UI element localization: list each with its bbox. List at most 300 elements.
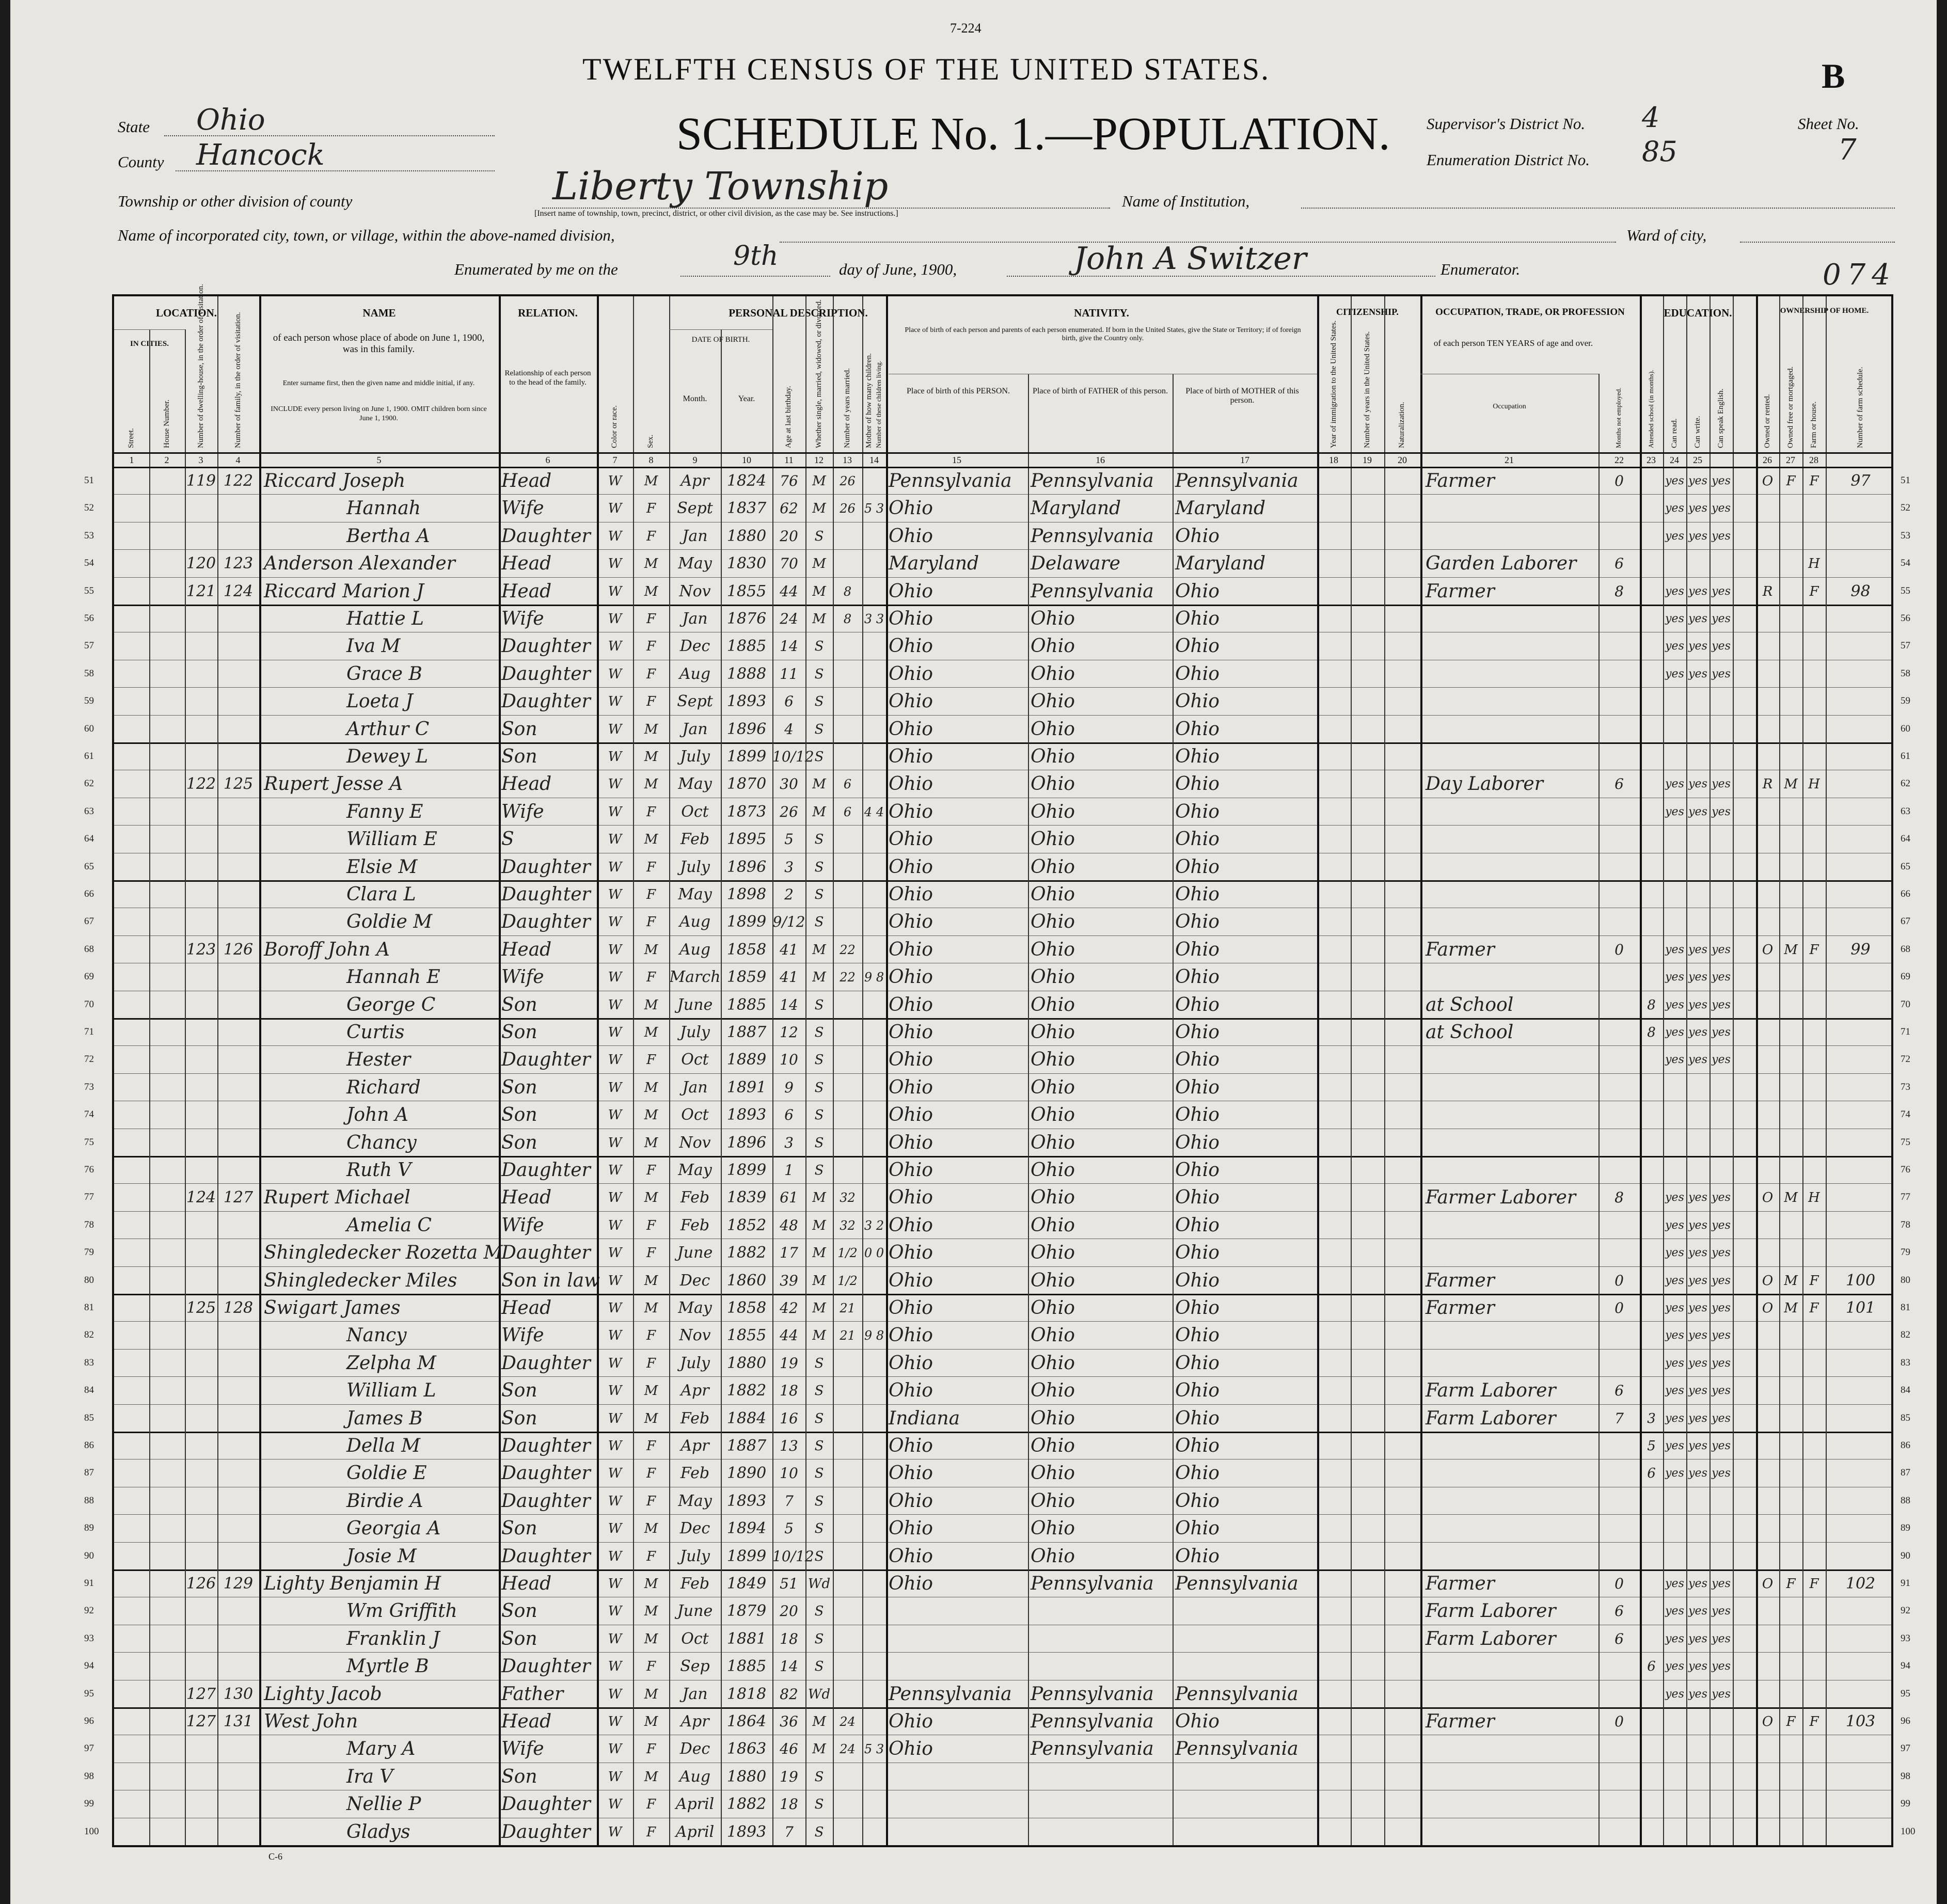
column-rule (1733, 296, 1734, 1845)
cell-owned: O (1762, 1300, 1774, 1316)
cell-speak: yes (1712, 1467, 1731, 1480)
cell-name: Hannah (346, 498, 421, 519)
cell-speak: yes (1712, 1384, 1731, 1398)
line-number-right: 59 (1901, 695, 1910, 707)
cell-married: 32 (840, 1191, 856, 1205)
header-immigration: Year of immigration to the United States. (1329, 320, 1338, 448)
cell-birth: Indiana (889, 1407, 960, 1429)
line-number: 52 (84, 502, 94, 514)
cell-write: yes (1688, 1274, 1707, 1287)
supervisor-value: 4 (1642, 101, 1660, 134)
day-of-label: day of June, 1900, (839, 260, 957, 278)
cell-birth: Ohio (889, 1049, 933, 1071)
header-marital: Whether single, married, widowed, or divorced. (814, 299, 823, 448)
cell-marital: S (814, 1135, 824, 1151)
cell-color: W (608, 832, 622, 848)
line-number: 60 (84, 723, 94, 734)
cell-age: 82 (780, 1685, 798, 1703)
cell-month: Dec (679, 1271, 710, 1290)
line-number-right: 53 (1901, 530, 1910, 541)
cell-mother-birth: Ohio (1175, 911, 1220, 933)
cell-color: W (608, 914, 622, 930)
cell-dwelling: 126 (186, 1575, 216, 1593)
cell-speak: yes (1712, 1053, 1731, 1067)
cell-age: 18 (780, 1382, 798, 1400)
cell-month: May (678, 885, 712, 903)
cell-mother-birth: Ohio (1175, 663, 1220, 685)
cell-dwelling: 127 (186, 1712, 216, 1731)
cell-write: yes (1688, 1687, 1707, 1701)
cell-write: yes (1688, 667, 1707, 680)
cell-read: yes (1665, 1053, 1684, 1067)
cell-speak: yes (1712, 805, 1731, 818)
table-row (114, 1376, 1891, 1404)
cell-father: Ohio (1031, 1022, 1075, 1043)
cell-sex: F (646, 1659, 656, 1675)
cell-age: 14 (780, 1658, 798, 1675)
line-number: 59 (84, 695, 94, 707)
table-row (114, 1514, 1891, 1542)
table-row (114, 963, 1891, 990)
cell-mother-birth: Ohio (1175, 884, 1220, 905)
cell-name: Curtis (346, 1022, 405, 1043)
cell-color: W (608, 1107, 622, 1123)
header-can-speak: Can speak English. (1716, 388, 1725, 448)
cell-age: 7 (784, 1492, 794, 1510)
cell-year: 1882 (726, 1382, 767, 1400)
cell-relation: Daughter (501, 884, 591, 905)
cell-mother-birth: Ohio (1175, 1711, 1220, 1732)
cell-free: F (1786, 1714, 1796, 1730)
cell-year: 1899 (726, 748, 767, 766)
table-row (114, 1156, 1891, 1183)
cell-read: yes (1665, 474, 1684, 487)
cell-speak: yes (1712, 612, 1731, 625)
header-can-write: Can write. (1693, 416, 1702, 448)
cell-marital: S (814, 1769, 824, 1785)
cell-farm: F (1809, 1576, 1819, 1592)
cell-age: 61 (780, 1189, 798, 1207)
cell-marital: S (814, 749, 824, 765)
header-owned-free: Owned free or mortgaged. (1786, 366, 1795, 448)
cell-age: 30 (780, 775, 798, 793)
line-number: 71 (84, 1026, 94, 1037)
cell-father: Pennsylvania (1031, 580, 1154, 602)
column-rule (772, 296, 773, 1845)
cell-sex: M (644, 997, 658, 1013)
cell-month: Feb (680, 1216, 710, 1234)
column-number: 21 (1505, 455, 1514, 465)
cell-sex: F (646, 859, 656, 875)
line-number: 66 (84, 888, 94, 899)
cell-married: 6 (843, 777, 852, 792)
cell-color: W (608, 1631, 622, 1647)
line-number: 96 (84, 1716, 94, 1726)
county-value: Hancock (196, 138, 325, 172)
cell-age: 20 (780, 527, 798, 545)
cell-write: yes (1688, 1660, 1707, 1673)
cell-sex: M (644, 1631, 658, 1647)
cell-name: Lighty Benjamin H (264, 1573, 441, 1594)
cell-unemployed: 6 (1614, 1602, 1624, 1620)
cell-occupation: Farmer (1426, 1711, 1495, 1732)
line-number: 90 (84, 1550, 94, 1561)
line-number-right: 80 (1901, 1274, 1910, 1286)
cell-school: 3 (1647, 1410, 1656, 1426)
cell-farm: H (1808, 556, 1820, 572)
cell-age: 10 (780, 1051, 798, 1069)
group-location: LOCATION. (155, 307, 217, 319)
cell-month: Aug (679, 1767, 711, 1786)
cell-sex: F (646, 914, 656, 930)
cell-marital: M (812, 1300, 826, 1316)
column-number: 14 (869, 455, 879, 465)
line-number-right: 64 (1901, 833, 1910, 845)
cell-name: Elsie M (346, 856, 418, 878)
cell-relation: Daughter (501, 525, 591, 547)
cell-age: 4 (784, 720, 794, 738)
line-number: 56 (84, 613, 94, 624)
date-of-birth-header: DATE OF BIRTH. (691, 336, 750, 344)
table-row (114, 1763, 1891, 1790)
column-number: 19 (1363, 455, 1372, 465)
cell-year: 1893 (726, 1106, 767, 1124)
cell-write: yes (1688, 1467, 1707, 1480)
column-number: 8 (648, 455, 654, 465)
column-number: 9 (692, 455, 698, 465)
cell-marital: S (814, 1163, 824, 1178)
cell-father: Delaware (1031, 553, 1120, 575)
cell-sex: F (646, 887, 656, 902)
cell-color: W (608, 1769, 622, 1785)
header-attended-school: Attended school (in months). (1647, 370, 1655, 448)
cell-marital: Wd (808, 1576, 831, 1592)
cell-sex: M (644, 1604, 658, 1620)
cell-birth: Ohio (889, 1352, 933, 1374)
cell-read: yes (1665, 1660, 1684, 1673)
cell-birth: Ohio (889, 1738, 933, 1760)
table-row (114, 1735, 1891, 1762)
cell-sex: M (644, 1686, 658, 1702)
cell-mother: 3 (864, 1218, 873, 1233)
column-number: 13 (843, 455, 852, 465)
cell-relation: Daughter (501, 663, 591, 685)
cell-read: yes (1665, 943, 1684, 956)
column-rule (1317, 296, 1319, 1845)
cell-color: W (608, 1741, 622, 1757)
cell-age: 17 (780, 1244, 798, 1262)
cell-free: M (1784, 942, 1798, 958)
cell-occupation: Farmer (1426, 939, 1495, 960)
cell-family: 131 (223, 1712, 254, 1731)
cell-read: yes (1665, 1632, 1684, 1645)
cell-birth: Ohio (889, 1490, 933, 1512)
cell-month: April (675, 1795, 715, 1814)
cell-mother-birth: Ohio (1175, 994, 1220, 1016)
cell-year: 1882 (726, 1244, 767, 1262)
cell-age: 10/12 (772, 1547, 814, 1565)
schedule-title: SCHEDULE No. 1.—POPULATION. (676, 108, 1390, 160)
cell-read: yes (1665, 1605, 1684, 1618)
column-number: 23 (1647, 455, 1656, 465)
cell-living: 3 (876, 612, 884, 626)
cell-marital: S (814, 1355, 824, 1371)
header-mother-of: Mother of how many children. (865, 353, 873, 448)
cell-marital: M (812, 1217, 826, 1233)
line-number-right: 95 (1901, 1688, 1910, 1699)
cell-father: Ohio (1031, 1160, 1075, 1181)
cell-relation: Daughter (501, 691, 591, 712)
cell-year: 1893 (726, 1492, 767, 1510)
table-row (114, 1542, 1891, 1569)
cell-marital: M (812, 776, 826, 792)
cell-read: yes (1665, 529, 1684, 543)
column-rule (217, 296, 218, 1845)
cell-owned: O (1762, 942, 1774, 958)
supervisor-label: Supervisor's District No. (1427, 115, 1586, 133)
cell-month: July (680, 1023, 710, 1041)
cell-color: W (608, 1548, 622, 1564)
column-rule (886, 296, 888, 1845)
cell-marital: S (814, 997, 824, 1013)
cell-occupation: Farm Laborer (1426, 1600, 1556, 1622)
line-number-right: 79 (1901, 1247, 1910, 1258)
cell-year: 1884 (726, 1409, 767, 1427)
line-number-right: 55 (1901, 585, 1910, 596)
cell-birth: Ohio (889, 1022, 933, 1043)
cell-year: 1870 (726, 775, 767, 794)
cell-year: 1879 (726, 1602, 767, 1621)
cell-living: 2 (876, 1218, 884, 1233)
cell-month: Dec (679, 637, 710, 656)
cell-married: 32 (840, 1218, 856, 1233)
cell-sex: M (644, 1107, 658, 1123)
line-number: 94 (84, 1660, 94, 1672)
cell-married: 26 (840, 474, 856, 488)
cell-father: Ohio (1031, 829, 1075, 850)
cell-write: yes (1688, 640, 1707, 653)
cell-sex: F (646, 1438, 656, 1454)
cell-relation: Son (501, 1766, 537, 1787)
cell-relation: Head (501, 1187, 552, 1209)
cell-dwelling: 121 (186, 582, 216, 600)
cell-read: yes (1665, 1384, 1684, 1398)
cell-sex: M (644, 1273, 658, 1289)
column-rule (1028, 374, 1029, 1845)
cell-color: W (608, 1328, 622, 1344)
cell-age: 11 (780, 665, 798, 683)
cell-age: 12 (780, 1024, 798, 1041)
cell-year: 1899 (726, 913, 767, 931)
cell-owned: O (1762, 1714, 1774, 1730)
ward-label: Ward of city, (1626, 226, 1707, 244)
column-rule (1173, 374, 1174, 1845)
occupation-sub-header: Occupation (1493, 403, 1526, 410)
cell-month: Apr (680, 1712, 709, 1731)
cell-occupation: Farm Laborer (1426, 1380, 1556, 1402)
column-rule (1709, 296, 1711, 1845)
cell-color: W (608, 1355, 622, 1371)
birth-father-header: Place of birth of FATHER of this person. (1033, 387, 1168, 395)
line-number-right: 56 (1901, 613, 1910, 624)
cell-father: Ohio (1031, 939, 1075, 960)
cell-name: Richard (346, 1076, 421, 1098)
cell-month: Oct (681, 1051, 709, 1069)
cell-married: 1/2 (837, 1273, 858, 1288)
cell-marital: S (814, 528, 824, 544)
cell-age: 14 (780, 996, 798, 1013)
cell-unemployed: 6 (1614, 1630, 1624, 1647)
cell-name: Riccard Joseph (264, 470, 406, 491)
cell-write: yes (1688, 612, 1707, 625)
cell-read: yes (1665, 971, 1684, 984)
cell-month: March (669, 968, 721, 987)
enumerated-day-line (680, 276, 830, 277)
cell-marital: M (812, 1328, 826, 1344)
cell-mother-birth: Ohio (1175, 746, 1220, 767)
cell-sex: F (646, 1245, 656, 1261)
line-number-right: 77 (1901, 1192, 1910, 1203)
column-number: 4 (235, 455, 241, 465)
cell-name: Fanny E (346, 801, 423, 822)
cell-birth: Ohio (889, 994, 933, 1016)
cell-year: 1881 (726, 1629, 767, 1648)
column-rule (185, 329, 186, 1845)
cell-father: Pennsylvania (1031, 1683, 1154, 1705)
cell-sex: M (644, 832, 658, 848)
line-number-right: 60 (1901, 723, 1910, 734)
cell-married: 6 (843, 804, 852, 819)
table-row (114, 715, 1891, 742)
cell-father: Ohio (1031, 691, 1075, 712)
cell-relation: Wife (501, 966, 544, 988)
cell-mother: 9 (864, 1328, 873, 1343)
cell-sex: M (644, 556, 658, 572)
cell-age: 46 (780, 1740, 798, 1758)
cell-speak: yes (1712, 1329, 1731, 1342)
cell-mother-birth: Ohio (1175, 525, 1220, 547)
cell-year: 1880 (726, 1354, 767, 1372)
cell-father: Ohio (1031, 884, 1075, 905)
cell-free: M (1784, 1300, 1798, 1316)
cell-name: Clara L (346, 884, 416, 905)
cell-mother-birth: Ohio (1175, 1352, 1220, 1374)
cell-marital: M (812, 1245, 826, 1261)
column-number: 12 (814, 455, 824, 465)
cell-month: Apr (680, 1382, 709, 1400)
line-number-right: 88 (1901, 1495, 1910, 1506)
cell-school: 6 (1647, 1659, 1656, 1675)
cell-mother-birth: Ohio (1175, 1022, 1220, 1043)
header-years-married: Number of years married. (843, 368, 851, 448)
cell-father: Ohio (1031, 1049, 1075, 1071)
cell-relation: Son (501, 1407, 537, 1429)
cell-name: Rupert Jesse A (264, 773, 403, 795)
cell-color: W (608, 1466, 622, 1482)
line-number: 80 (84, 1274, 94, 1286)
cell-sex: M (644, 1383, 658, 1399)
cell-relation: Daughter (501, 1435, 591, 1456)
cell-relation: Daughter (501, 1049, 591, 1071)
cell-name: Bertha A (346, 525, 430, 547)
column-rule (833, 296, 834, 1845)
cell-color: W (608, 1080, 622, 1096)
cell-sex: F (646, 1328, 656, 1344)
cell-write: yes (1688, 474, 1707, 487)
cell-mother-birth: Ohio (1175, 1076, 1220, 1098)
cell-age: 14 (780, 638, 798, 655)
cell-occupation: Farmer (1426, 1270, 1495, 1291)
cell-father: Ohio (1031, 1132, 1075, 1153)
column-rule (633, 296, 634, 1845)
table-row (114, 549, 1891, 577)
table-row (114, 880, 1891, 908)
cell-month: Dec (679, 1740, 710, 1758)
cell-unemployed: 8 (1614, 582, 1624, 600)
cell-color: W (608, 1190, 622, 1206)
cell-sex: M (644, 1190, 658, 1206)
cell-read: yes (1665, 1246, 1684, 1260)
cell-birth: Ohio (889, 939, 933, 960)
cell-month: Sept (677, 499, 713, 518)
column-number: 2 (164, 455, 169, 465)
cell-year: 1852 (726, 1216, 767, 1234)
cell-mother-birth: Ohio (1175, 966, 1220, 988)
table-row (114, 632, 1891, 659)
census-title: TWELFTH CENSUS OF THE UNITED STATES. (582, 52, 1271, 86)
table-row (114, 1073, 1891, 1101)
cell-color: W (608, 1604, 622, 1620)
cell-speak: yes (1712, 529, 1731, 543)
line-number-right: 78 (1901, 1219, 1910, 1230)
enumeration-value: 85 (1642, 135, 1677, 168)
cell-year: 1885 (726, 1657, 767, 1676)
population-table (84, 284, 1916, 1847)
cell-month: May (678, 1299, 712, 1317)
cell-father: Ohio (1031, 1242, 1075, 1264)
cell-father: Ohio (1031, 773, 1075, 795)
cell-sex: M (644, 749, 658, 765)
cell-occupation: Farm Laborer (1426, 1628, 1556, 1649)
cell-sex: F (646, 1355, 656, 1371)
column-rule (1640, 296, 1642, 1845)
line-number: 85 (84, 1412, 94, 1423)
cell-color: W (608, 1797, 622, 1813)
cell-name: Josie M (346, 1545, 417, 1567)
cell-father: Ohio (1031, 1076, 1075, 1098)
cell-speak: yes (1712, 1191, 1731, 1204)
cell-birth: Ohio (889, 1104, 933, 1126)
cell-birth: Ohio (889, 746, 933, 767)
cell-color: W (608, 1163, 622, 1178)
cell-speak: yes (1712, 1026, 1731, 1039)
cell-write: yes (1688, 1218, 1707, 1232)
table-row (114, 522, 1891, 549)
cell-year: 1818 (726, 1685, 767, 1703)
cell-birth: Ohio (889, 966, 933, 988)
cell-marital: M (812, 804, 826, 820)
cell-color: W (608, 1300, 622, 1316)
cell-father: Ohio (1031, 1352, 1075, 1374)
cell-age: 19 (780, 1354, 798, 1372)
line-number-right: 71 (1901, 1026, 1910, 1037)
table-row (114, 467, 1891, 494)
cell-relation: Head (501, 1573, 552, 1594)
line-number: 79 (84, 1247, 94, 1258)
cell-father: Ohio (1031, 994, 1075, 1016)
cell-father: Ohio (1031, 911, 1075, 933)
cell-color: W (608, 1383, 622, 1399)
